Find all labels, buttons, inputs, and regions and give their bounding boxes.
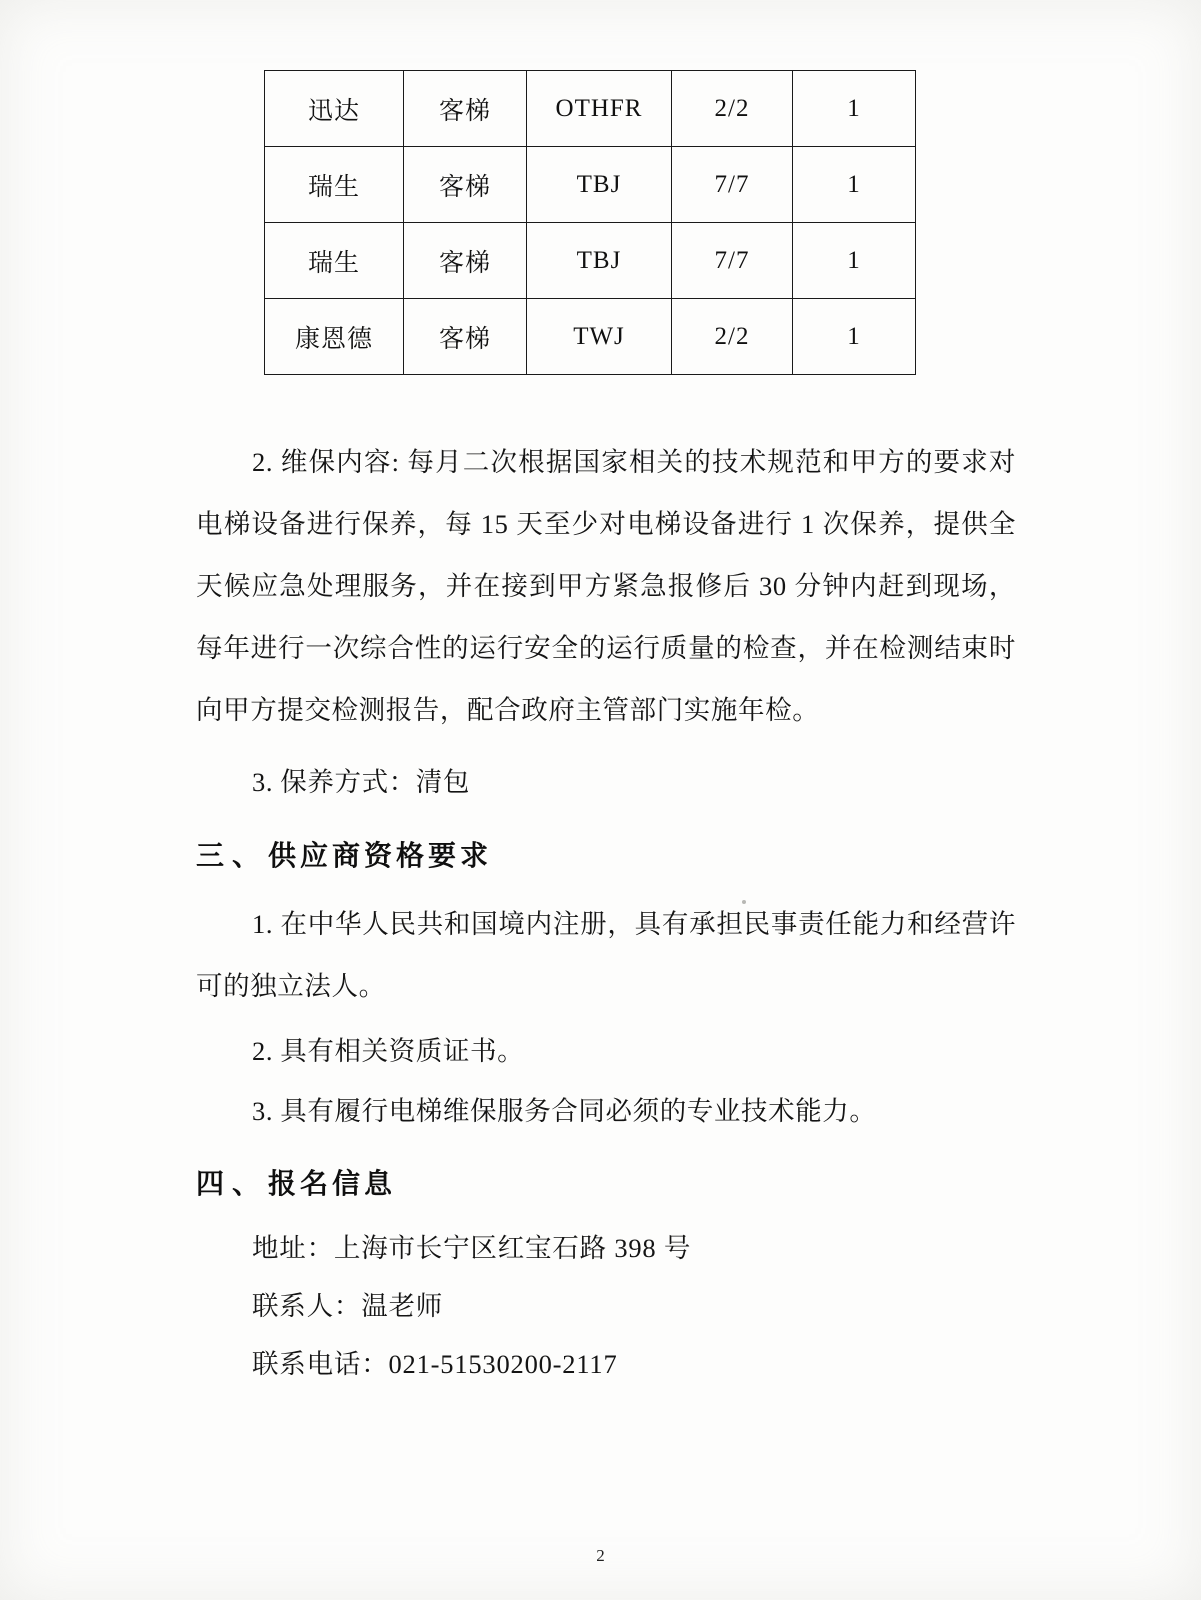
heading-four-text: 报名信息 [268,1169,397,1200]
heading-four-number: 四、 [196,1169,269,1200]
cell-model: OTHFR [527,71,672,147]
paragraph-maintenance-method: 3. 保养方式：清包 [252,767,470,797]
requirement-item-1: 1. 在中华人民共和国境内注册，具有承担民事责任能力和经营许可的独立法人。 [196,909,1016,1001]
cell-brand: 康恩德 [265,299,404,375]
heading-section-three [196,827,1016,887]
page-number: 2 [596,1546,605,1565]
cell-type: 客梯 [404,223,527,299]
cell-floors: 7/7 [672,147,793,223]
cell-quantity: 1 [793,71,916,147]
cell-floors: 2/2 [672,299,793,375]
table-row [265,223,916,299]
registration-contact-person: 联系人：温老师 [252,1291,444,1321]
cell-quantity: 1 [793,223,916,299]
cell-brand: 迅达 [265,71,404,147]
cell-quantity: 1 [793,147,916,223]
cell-type: 客梯 [404,299,527,375]
cell-brand: 瑞生 [265,147,404,223]
heading-three-text: 供应商资格要求 [268,841,493,872]
document-content [196,60,1016,1393]
cell-floors: 7/7 [672,223,793,299]
requirement-item-2: 2. 具有相关资质证书。 [252,1036,525,1066]
cell-model: TWJ [527,299,672,375]
table-row [265,147,916,223]
cell-model: TBJ [527,147,672,223]
cell-floors: 2/2 [672,71,793,147]
cell-brand: 瑞生 [265,223,404,299]
cell-model: TBJ [527,223,672,299]
cell-type: 客梯 [404,147,527,223]
heading-section-four [196,1155,1016,1215]
cell-type: 客梯 [404,71,527,147]
table-row [265,71,916,147]
requirement-item-3: 3. 具有履行电梯维保服务合同必须的专业技术能力。 [252,1096,877,1126]
registration-phone: 联系电话：021-51530200-2117 [252,1349,618,1379]
paragraph-maintenance-content: 2. 维保内容: 每月二次根据国家相关的技术规范和甲方的要求对电梯设备进行保养，每 15 天至少对电梯设备进行 1 次保养，提供全天候应急处理服务，并在接到甲方紧急报修后 30 分钟内赶到现场，每年进行一次综合性的运行安全的运行质量的检查，并在检测结束时向甲方提交检测报告，配合政府主管部门实施年检。 [196,447,1016,725]
table-row [265,299,916,375]
cell-quantity: 1 [793,299,916,375]
registration-address: 地址：上海市长宁区红宝石路 398 号 [252,1233,692,1263]
heading-three-number: 三、 [196,841,269,872]
elevator-equipment-table [264,70,916,375]
